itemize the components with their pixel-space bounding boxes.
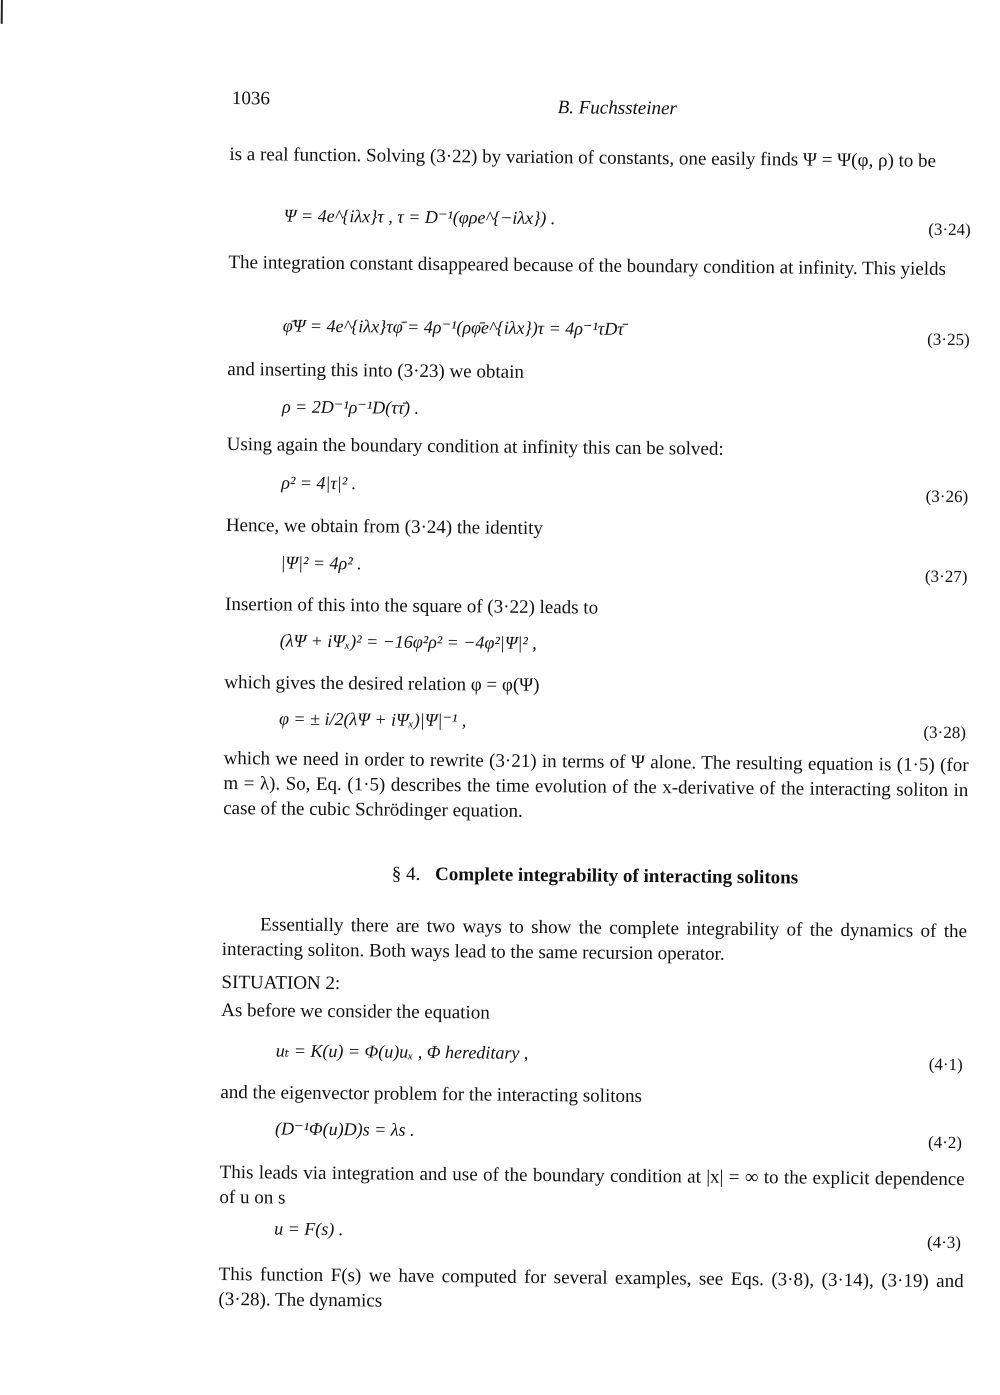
- section-number: § 4.: [391, 863, 421, 885]
- equation-3-26: [226, 472, 968, 507]
- equation-number: (3·27): [924, 566, 968, 587]
- paragraph-solving: is a real function. Solving (3·22) by variation of constants, one easily finds Ψ = Ψ(φ, ρ) to be: [229, 143, 937, 172]
- situation-label: SITUATION 2:: [221, 971, 341, 995]
- equation-number: (4·3): [926, 1232, 962, 1253]
- equation-number: (4·1): [928, 1054, 963, 1075]
- paragraph-desired-relation: which gives the desired relation φ = φ(Ψ): [224, 671, 540, 696]
- equation-formula: (λΨ + iΨₓ)² = −16φ²ρ² = −4φ²|Ψ|² ,: [279, 630, 537, 653]
- section-heading: [222, 862, 967, 891]
- paragraph-two-ways: Essentially there are two ways to show the complete integrability of the dynamics of the interacting soliton. Both ways lead to the same recursion operator.: [221, 914, 968, 965]
- equation-number: (3·25): [927, 329, 970, 350]
- equation-formula: ρ² = 4|τ|² .: [281, 472, 357, 494]
- equation-number: (3·26): [925, 486, 969, 507]
- equation-number: (3·24): [928, 219, 971, 240]
- equation-formula: (D⁻¹Φ(u)D)s = λs .: [274, 1118, 415, 1140]
- paragraph-hence: Hence, we obtain from (3·24) the identity: [225, 514, 544, 540]
- equation-4-3: [219, 1218, 961, 1253]
- equation-formula: |Ψ|² = 4ρ² .: [280, 552, 362, 574]
- page-header: [232, 88, 677, 122]
- page-number: 1036: [231, 88, 271, 110]
- equation-3-25: [228, 315, 970, 350]
- equation-4-2: [220, 1118, 962, 1153]
- equation-number: (3·28): [923, 722, 967, 743]
- equation-square: [225, 630, 967, 665]
- paragraph-boundary-again: Using again the boundary condition at infinity this can be solved:: [226, 433, 724, 460]
- equation-3-28: [224, 708, 966, 743]
- equation-formula: ρ = 2D⁻¹ρ⁻¹D(ττ̄) .: [281, 396, 420, 418]
- equation-formula: uₜ = K(u) = Φ(u)uₓ , Φ hereditary ,: [275, 1040, 529, 1063]
- section-title: Complete integrability of interacting solitons: [435, 864, 799, 889]
- equation-3-24: [229, 205, 971, 240]
- equation-formula: u = F(s) .: [274, 1218, 344, 1240]
- equation-number: (4·2): [927, 1132, 963, 1153]
- paragraph-explicit-dependence: This leads via integration and use of the boundary condition at |x| = ∞ to the explicit dependence of u on s: [219, 1161, 965, 1209]
- equation-3-27: [225, 552, 967, 587]
- paragraph-insertion: Insertion of this into the square of (3·22) leads to: [225, 593, 599, 619]
- paragraph-function-f: This function F(s) we have computed for several examples, see Eqs. (3·8), (3·14), (3·19) and (3·28). The dynamics: [218, 1263, 964, 1312]
- scan-edge-mark: [1, 0, 3, 24]
- paragraph-as-before: As before we consider the equation: [221, 999, 490, 1024]
- equation-formula: Ψ = 4e^{iλx}τ , τ = D⁻¹(φρe^{−iλx}) .: [283, 205, 556, 229]
- equation-4-1: [221, 1040, 963, 1075]
- paragraph-inserting: and inserting this into (3·23) we obtain: [227, 358, 525, 383]
- equation-rho: [227, 396, 969, 431]
- paragraph-rewrite: which we need in order to rewrite (3·21) in terms of Ψ alone. The resulting equation is (1·5) (for m = λ). So, Eq. (1·5) describes the time evolution of the x-derivative of the interacting soliton in case of the cubic Schrödinger equation.: [223, 747, 969, 822]
- equation-formula: φ̄Ψ = 4e^{iλx}τφ̄ = 4ρ⁻¹(ρφ̄e^{iλx})τ = 4ρ⁻¹τDτ̄: [282, 315, 624, 339]
- paragraph-integration-constant: The integration constant disappeared because of the boundary condition at infinity. This yields: [228, 251, 947, 280]
- equation-formula: φ = ± i/2(λΨ + iΨₓ)|Ψ|⁻¹ ,: [278, 708, 467, 731]
- paragraph-eigenvector: and the eigenvector problem for the interacting solitons: [220, 1081, 643, 1108]
- running-head-author: B. Fuchssteiner: [557, 97, 677, 120]
